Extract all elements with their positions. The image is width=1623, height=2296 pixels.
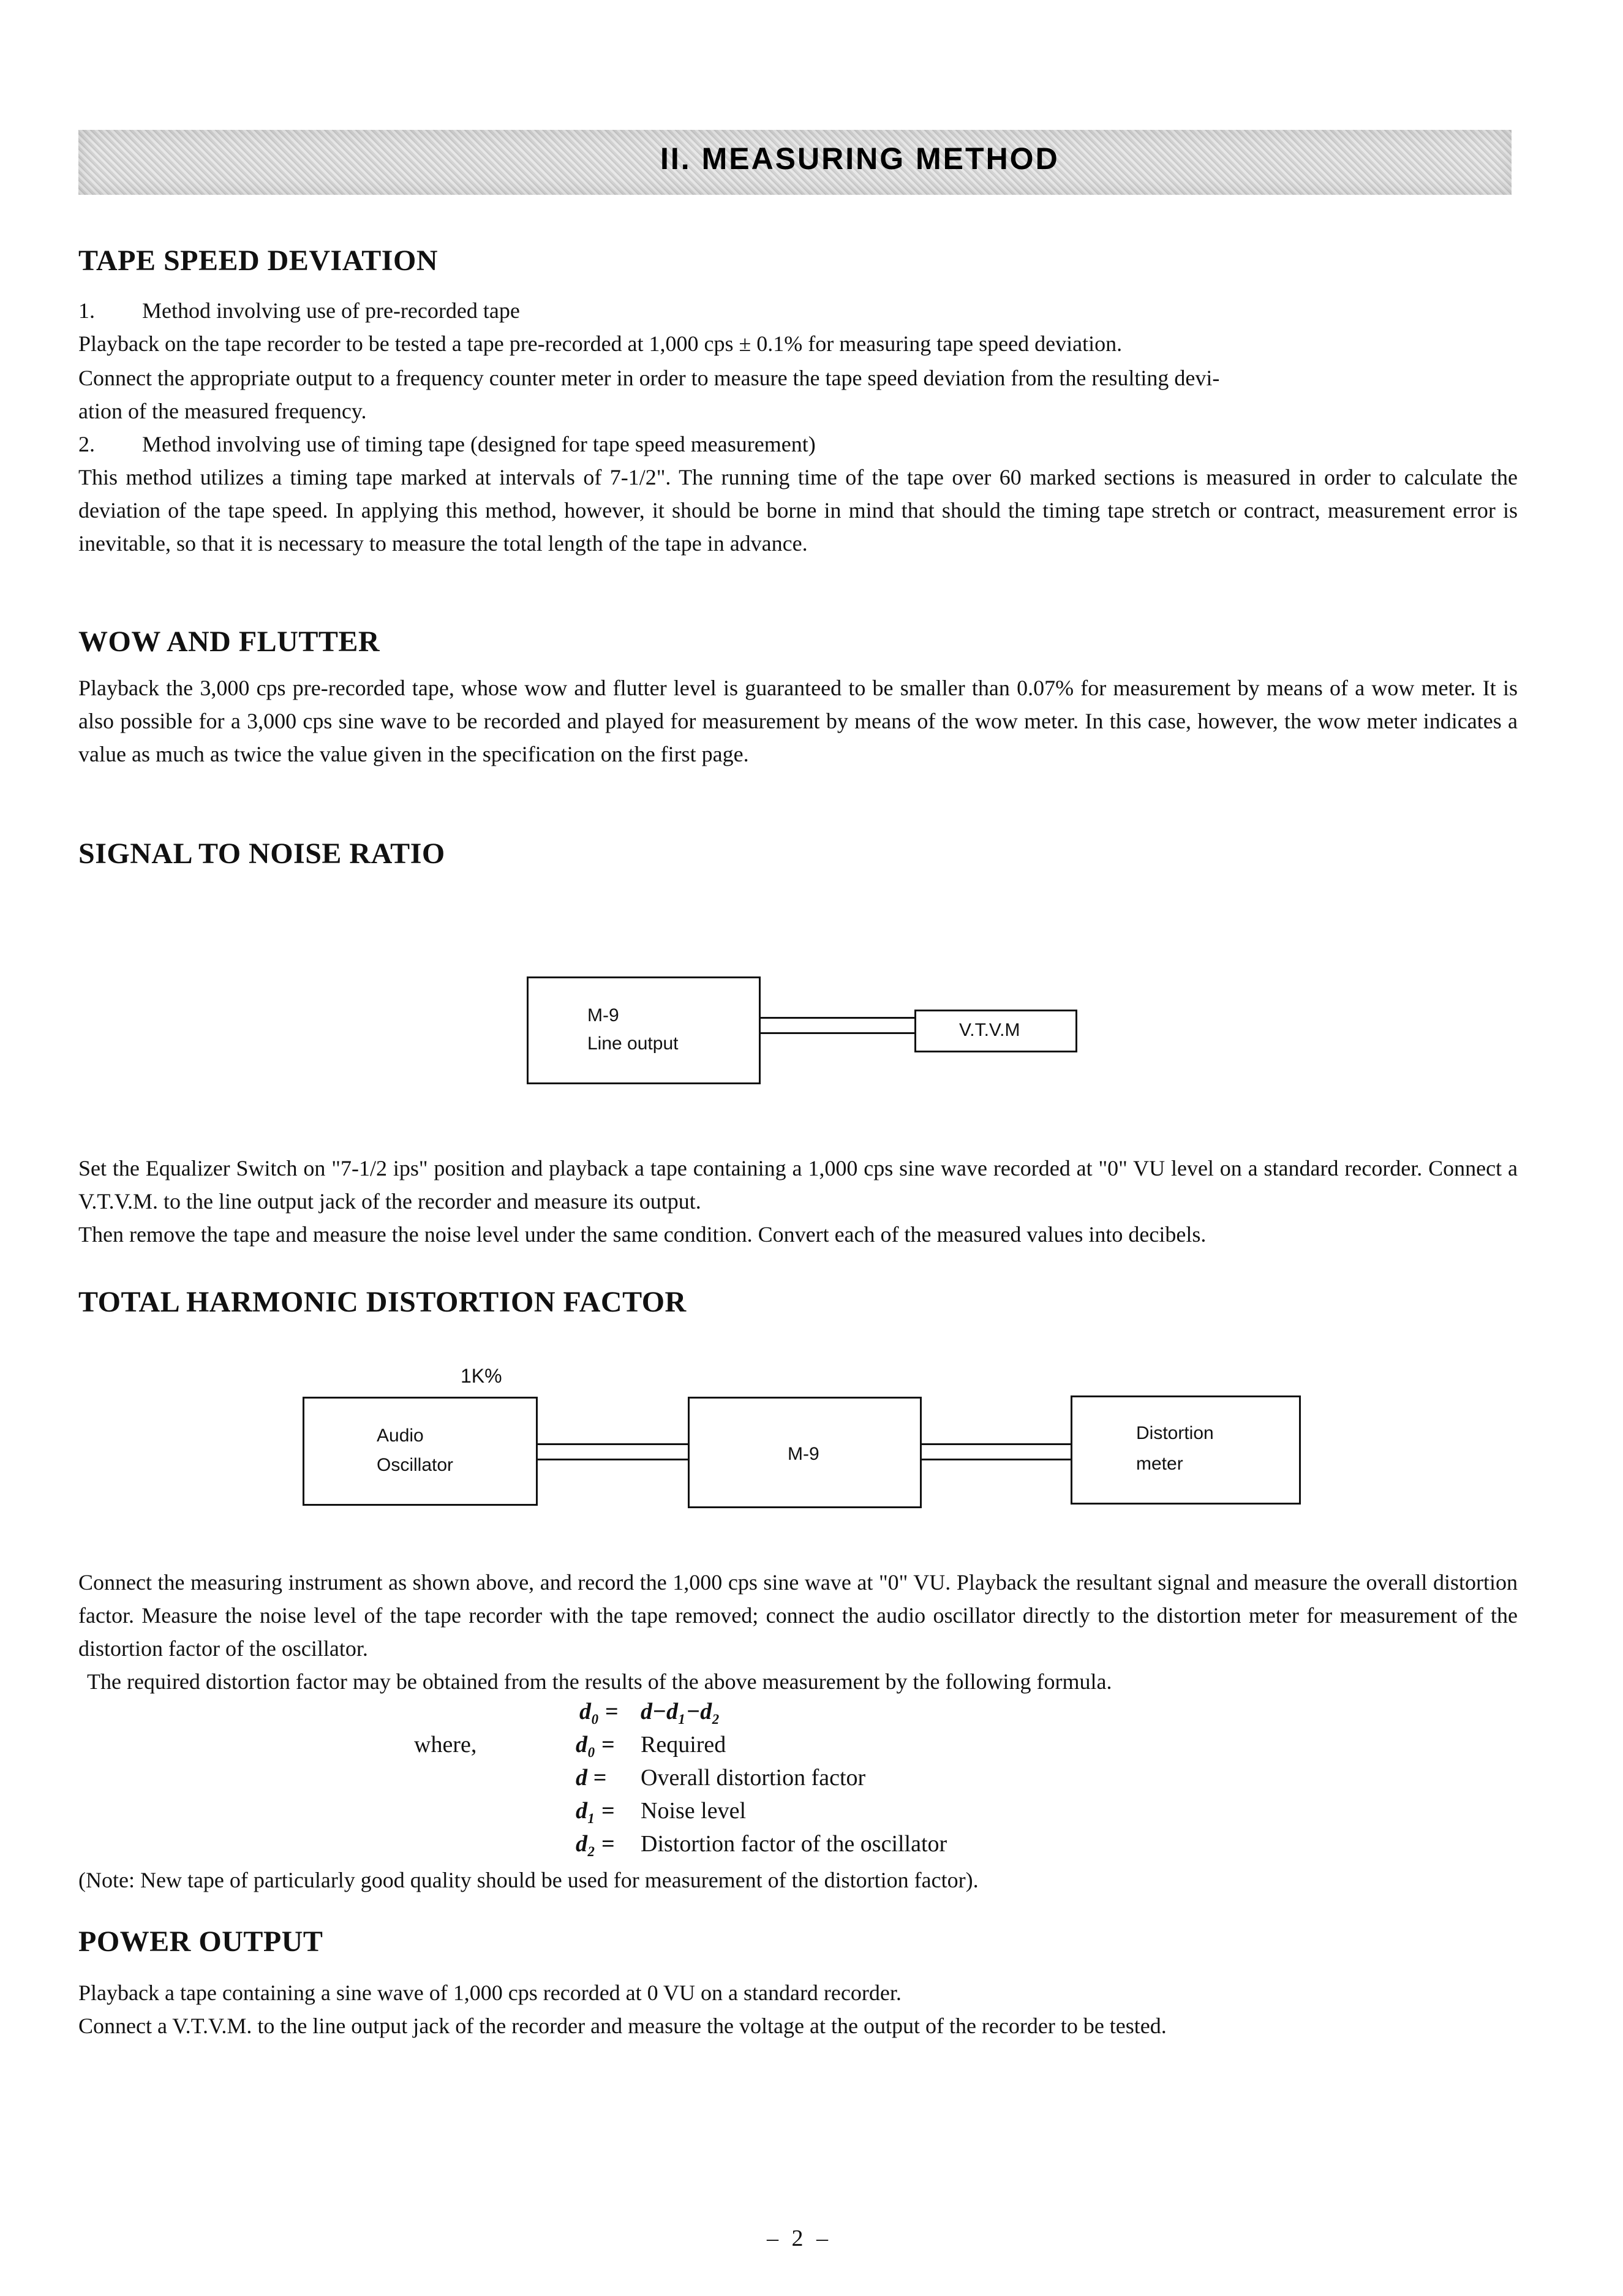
- section-title: II. MEASURING METHOD: [660, 142, 1060, 176]
- snr-para-2: Then remove the tape and measure the noise level under the same condition. Convert each of the measured values into decibels.: [78, 1222, 1207, 1247]
- item-2-line: [78, 428, 1518, 461]
- tape-speed-para-3: This method utilizes a timing tape marked at intervals of 7-1/2". The running time of the tape over 60 marked sections is measured in order to calculate the deviation of the tape speed. In applying this method, however, it should be borne in mind that should the timing tape stretch or contract, measurement error is inevitable, so that it is necessary to measure the total length of the tape in advance.: [78, 465, 1518, 556]
- section-banner: [78, 130, 1512, 195]
- thd-para-2: The required distortion factor may be obtained from the results of the above measurement by the following formula.: [87, 1669, 1112, 1694]
- tape-speed-para-2a: Connect the appropriate output to a frequency counter meter in order to measure the tape speed deviation from the resulting devi-: [78, 366, 1220, 390]
- heading-power-output: POWER OUTPUT: [78, 1925, 323, 1958]
- thd-box-audio-label: Audio: [377, 1426, 424, 1446]
- thd-box-distortion-label: Distortion: [1136, 1423, 1214, 1443]
- heading-thd: TOTAL HARMONIC DISTORTION FACTOR: [78, 1286, 687, 1318]
- thd-para-1: Connect the measuring instrument as shown above, and record the 1,000 cps sine wave at "0" VU. Playback the resultant signal and measure the overall distortion factor. Measure the noise level of the tape recorder with the tape removed; connect the audio oscillator directly to the distortion meter for measurement of the distortion factor of the oscillator.: [78, 1570, 1518, 1661]
- formula-row-description: Required: [641, 1732, 726, 1758]
- snr-box-vtvm-label: V.T.V.M: [959, 1020, 1020, 1040]
- wow-para-1: Playback the 3,000 cps pre-recorded tape, whose wow and flutter level is guaranteed to be smaller than 0.07% for measurement by means of a wow meter. It is also possible for a 3,000 cps sine wave to be recorded and played for measurement by means of the wow meter. In this case, however, the wow meter indicates a value as much as twice the value given in the specification on the first page.: [78, 676, 1518, 766]
- tape-speed-para-2b: ation of the measured frequency.: [78, 399, 367, 423]
- snr-para-1: Set the Equalizer Switch on "7-1/2 ips" position and playback a tape containing a 1,000 cps sine wave recorded at "0" VU level on a standard recorder. Connect a V.T.V.M. to the line output jack of the recorder and measure its output.: [78, 1156, 1518, 1214]
- formula-row-symbol: d₀ =: [576, 1732, 615, 1758]
- snr-connection-wire: [759, 1017, 914, 1034]
- thd-box-distortion-meter: [1071, 1395, 1301, 1505]
- snr-box-line-output-label: Line output: [587, 1033, 679, 1054]
- formula-row-description: Distortion factor of the oscillator: [641, 1831, 947, 1857]
- formula-main-expression: d−d₁−d₂: [641, 1699, 720, 1724]
- thd-frequency-label: 1K%: [461, 1365, 502, 1387]
- thd-box-audio-oscillator: [303, 1397, 538, 1506]
- heading-snr: SIGNAL TO NOISE RATIO: [78, 837, 445, 870]
- heading-tape-speed: TAPE SPEED DEVIATION: [78, 244, 438, 277]
- formula-row-description: Overall distortion factor: [641, 1765, 866, 1791]
- thd-wire-2: [920, 1443, 1071, 1460]
- formula-row-symbol: d =: [576, 1765, 607, 1791]
- snr-box-m9: [527, 976, 761, 1084]
- item-1-title: Method involving use of pre-recorded tape: [142, 298, 520, 323]
- formula-where: where,: [414, 1732, 477, 1758]
- thd-box-meter-label: meter: [1136, 1454, 1183, 1474]
- thd-wire-1: [536, 1443, 688, 1460]
- heading-wow-flutter: WOW AND FLUTTER: [78, 625, 380, 658]
- thd-note: (Note: New tape of particularly good quality should be used for measurement of the distortion factor).: [78, 1868, 979, 1892]
- thd-box-oscillator-label: Oscillator: [377, 1455, 454, 1475]
- item-2-number: 2.: [78, 432, 95, 456]
- thd-box-m9: [688, 1397, 922, 1508]
- power-para-1: Playback a tape containing a sine wave of 1,000 cps recorded at 0 VU on a standard recorder.: [78, 1981, 902, 2005]
- tape-speed-para-1: Playback on the tape recorder to be tested a tape pre-recorded at 1,000 cps ± 0.1% for measuring tape speed deviation.: [78, 331, 1123, 356]
- formula-row-symbol: d₁ =: [576, 1798, 615, 1824]
- formula-row-symbol: d₂ =: [576, 1831, 615, 1857]
- page-number: – 2 –: [767, 2226, 832, 2251]
- snr-box-vtvm: [914, 1010, 1077, 1052]
- item-2-title: Method involving use of timing tape (designed for tape speed measurement): [142, 432, 816, 456]
- power-para-2: Connect a V.T.V.M. to the line output jack of the recorder and measure the voltage at the output of the recorder to be tested.: [78, 2014, 1167, 2038]
- item-1-number: 1.: [78, 298, 95, 323]
- item-1-line: [78, 294, 1518, 327]
- snr-box-m9-label: M-9: [587, 1005, 619, 1025]
- formula-main-symbol: d₀ =: [579, 1699, 619, 1724]
- thd-box-m9-label: M-9: [788, 1444, 819, 1464]
- formula-row-description: Noise level: [641, 1798, 747, 1824]
